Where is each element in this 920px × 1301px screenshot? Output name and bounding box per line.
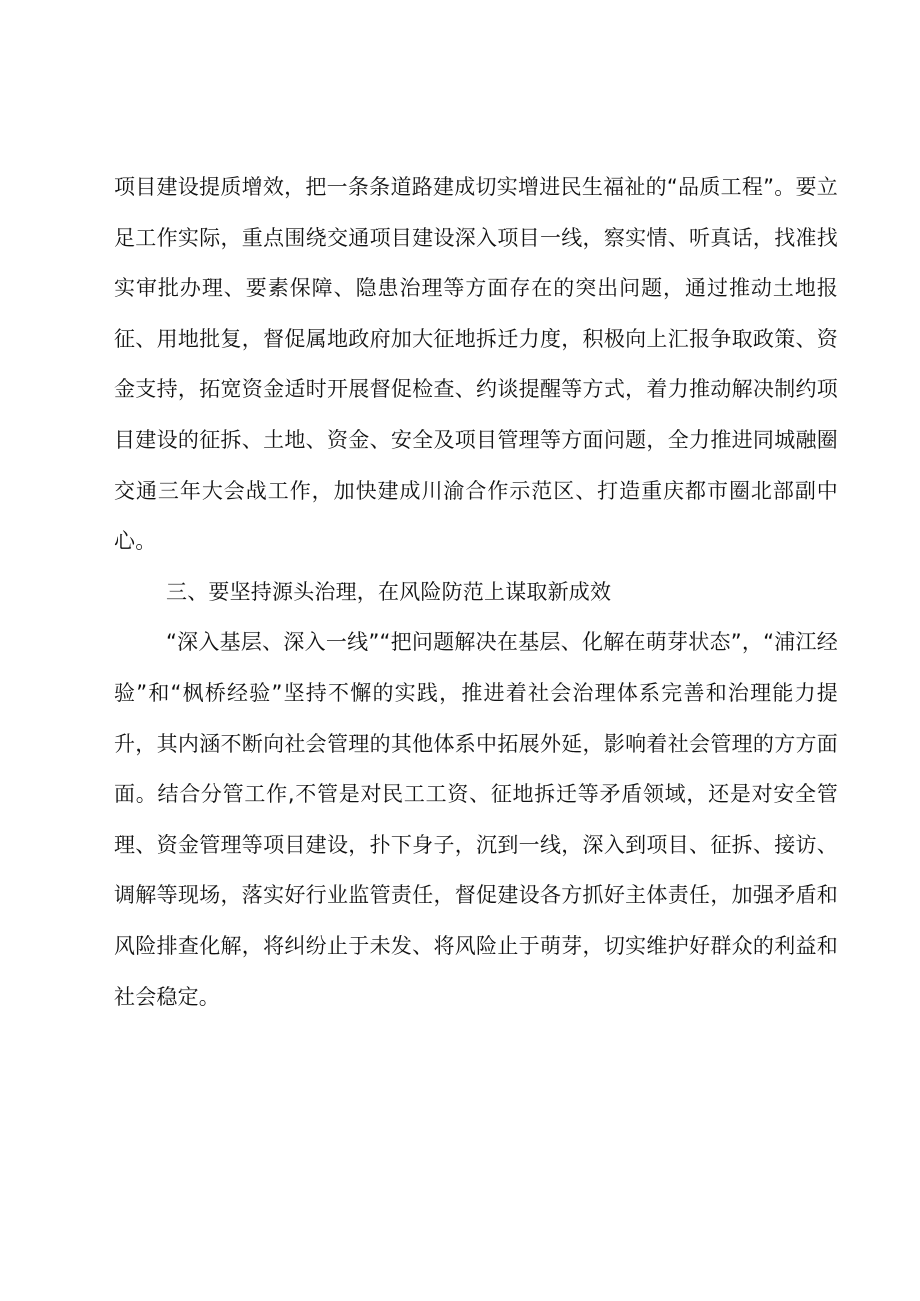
continued-paragraph: 项目建设提质增效，把一条条道路建成切实增进民生福祉的“品质工程”。要立足工作实际，重点围绕交通项目建设深入项目一线，察实情、听真话，找准找实审批办理、要素保障、隐患治理等方面存在的突出问题，通过推动土地报征、用地批复，督促属地政府加大征地拆迁力度，积极向上汇报争取政策、资金支持，拓宽资金适时开展督促检查、约谈提醒等方式，着力推动解决制约项目建设的征拆、土地、资金、安全及项目管理等方面问题，全力推进同城融圈交通三年大会战工作，加快建成川渝合作示范区、打造重庆都市圈北部副中心。 — [114, 175, 838, 554]
section-heading: 三、要坚持源头治理，在风险防范上谋取新成效 — [166, 579, 612, 604]
section-paragraph: “深入基层、深入一线”“把问题解决在基层、化解在萌芽状态”，“浦江经验”和“枫桥经验”坚持不懈的实践，推进着社会治理体系完善和治理能力提升，其内涵不断向社会管理的其他体系中拓展外延，影响着社会管理的方方面面。结合分管工作,不管是对民工工资、征地拆迁等矛盾领域，还是对安全管理、资金管理等项目建设，扑下身子，沉到一线，深入到项目、征拆、接访、调解等现场，落实好行业监管责任，督促建设各方抓好主体责任，加强矛盾和风险排查化解，将纠纷止于未发、将风险止于萌芽，切实维护好群众的利益和社会稳定。 — [114, 630, 838, 1009]
document-body — [114, 162, 838, 1022]
